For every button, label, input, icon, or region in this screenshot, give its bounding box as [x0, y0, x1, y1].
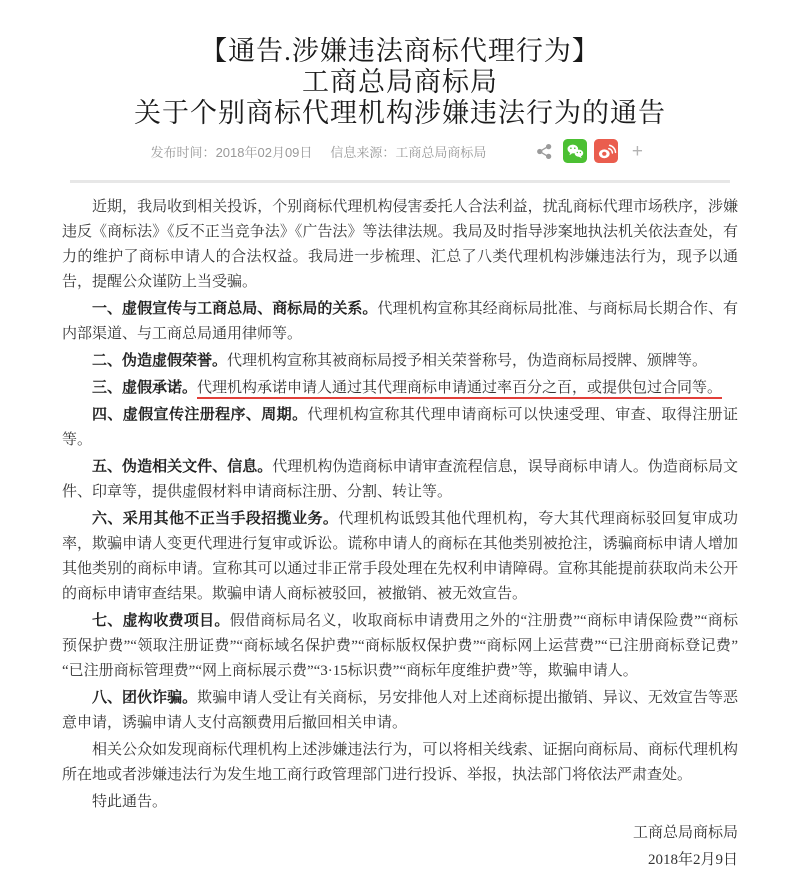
- signature-block: [62, 821, 738, 873]
- closing-paragraph: 相关公众如发现商标代理机构上述涉嫌违法行为，可以将相关线索、证据向商标局、商标代理机构所在地或者涉嫌违法行为发生地工商行政管理部门进行投诉、举报，执法部门将依法严肃查处。: [62, 742, 738, 783]
- item-5-body: 代理机构伪造商标申请审查流程信息，误导商标申请人。伪造商标局文件、印章等，提供虚假材料申请商标注册、分割、转让等。: [62, 459, 738, 500]
- item-3-body-underlined: 代理机构承诺申请人通过其代理商标申请通过率百分之百，或提供包过合同等。: [197, 380, 722, 399]
- item-4-heading: 四、虚假宣传注册程序、周期。: [92, 407, 308, 423]
- page-title-line-2: 工商总局商标局: [302, 67, 498, 97]
- item-5-paragraph: [62, 455, 738, 505]
- item-3-paragraph: [62, 376, 738, 401]
- item-8-heading: 八、团伙诈骗。: [92, 690, 198, 706]
- plus-glyph: +: [631, 140, 643, 162]
- info-source-value: 工商总局商标局: [395, 144, 487, 160]
- item-6-heading: 六、采用其他不正当手段招揽业务。: [92, 511, 339, 527]
- wechat-icon[interactable]: [563, 139, 587, 163]
- more-icon[interactable]: [625, 139, 649, 163]
- item-8-body: 欺骗申请人受让有关商标，另安排他人对上述商标提出撤销、异议、无效宣告等恶意申请，诱骗申请人支付高额费用后撤回相关申请。: [62, 690, 738, 731]
- publish-time-label: 发布时间：: [150, 144, 216, 160]
- page-title-line-1: 【通告.涉嫌违法商标代理行为】: [200, 36, 600, 66]
- doc-header: [0, 36, 800, 183]
- item-4-paragraph: [62, 403, 738, 453]
- info-source-label: 信息来源：: [330, 144, 396, 160]
- item-2-body: 代理机构宣称其被商标局授予相关荣誉称号，伪造商标局授牌、颁牌等。: [227, 353, 708, 369]
- info-source: [330, 142, 486, 161]
- publish-time: [151, 142, 313, 161]
- item-8-paragraph: [62, 686, 738, 736]
- share-icon[interactable]: [532, 139, 556, 163]
- item-2-paragraph: [62, 349, 738, 374]
- signature-date: 2018年2月9日: [647, 852, 738, 868]
- meta-row: [0, 138, 800, 164]
- publish-time-value: 2018年02月09日: [215, 144, 313, 160]
- item-4-body: 代理机构宣称其代理申请商标可以快速受理、审查、取得注册证等。: [62, 407, 738, 448]
- weibo-icon[interactable]: [594, 139, 618, 163]
- item-1-heading: 一、虚假宣传与工商总局、商标局的关系。: [92, 301, 378, 317]
- page-title-line-3: 关于个别商标代理机构涉嫌违法行为的通告: [134, 98, 666, 128]
- item-1-paragraph: [62, 297, 738, 347]
- item-2-heading: 二、伪造虚假荣誉。: [92, 353, 228, 369]
- notice-body: [62, 195, 738, 873]
- item-7-paragraph: [62, 609, 738, 684]
- share-toolbar: [532, 139, 649, 163]
- item-5-heading: 五、伪造相关文件、信息。: [92, 459, 273, 475]
- page-title: [0, 36, 800, 129]
- item-3-heading: 三、虚假承诺。: [92, 380, 198, 396]
- item-6-body: 代理机构诋毁其他代理机构，夸大其代理商标驳回复审成功率，欺骗申请人变更代理进行复审或诉讼。谎称申请人的商标在其他类别被抢注，诱骗商标申请人增加其他类别的商标申请。宣称其可以通过非正常手段处理在先权利申请障碍。宣称其能提前获取尚未公开的商标申请审查结果。欺骗申请人商标被驳回，被撤销、被无效宣告。: [62, 511, 738, 602]
- item-7-body: 假借商标局名义，收取商标申请费用之外的“注册费”“商标申请保险费”“商标预保护费”“领取注册证费”“商标域名保护费”“商标版权保护费”“商标网上运营费”“已注册商标登记费”“已注册商标管理费”“网上商标展示费”“3·15标识费”“商标年度维护费”等，欺骗申请人。: [62, 613, 738, 679]
- item-7-heading: 七、虚构收费项目。: [92, 613, 230, 629]
- item-6-paragraph: [62, 507, 738, 607]
- header-divider: [70, 180, 730, 183]
- item-1-body: 代理机构宣称其经商标局批准、与商标局长期合作、有内部渠道、与工商总局通用律师等。: [62, 301, 738, 342]
- intro-paragraph: 近期，我局收到相关投诉，个别商标代理机构侵害委托人合法利益，扰乱商标代理市场秩序，涉嫌违反《商标法》《反不正当竞争法》《广告法》等法律法规。我局及时指导涉案地执法机关依法查处，有力的维护了商标申请人的合法权益。我局进一步梳理、汇总了八类代理机构涉嫌违法行为，现予以通告，提醒公众谨防上当受骗。: [62, 199, 738, 290]
- signature-org: 工商总局商标局: [632, 825, 738, 841]
- final-note: 特此通告。: [92, 794, 168, 810]
